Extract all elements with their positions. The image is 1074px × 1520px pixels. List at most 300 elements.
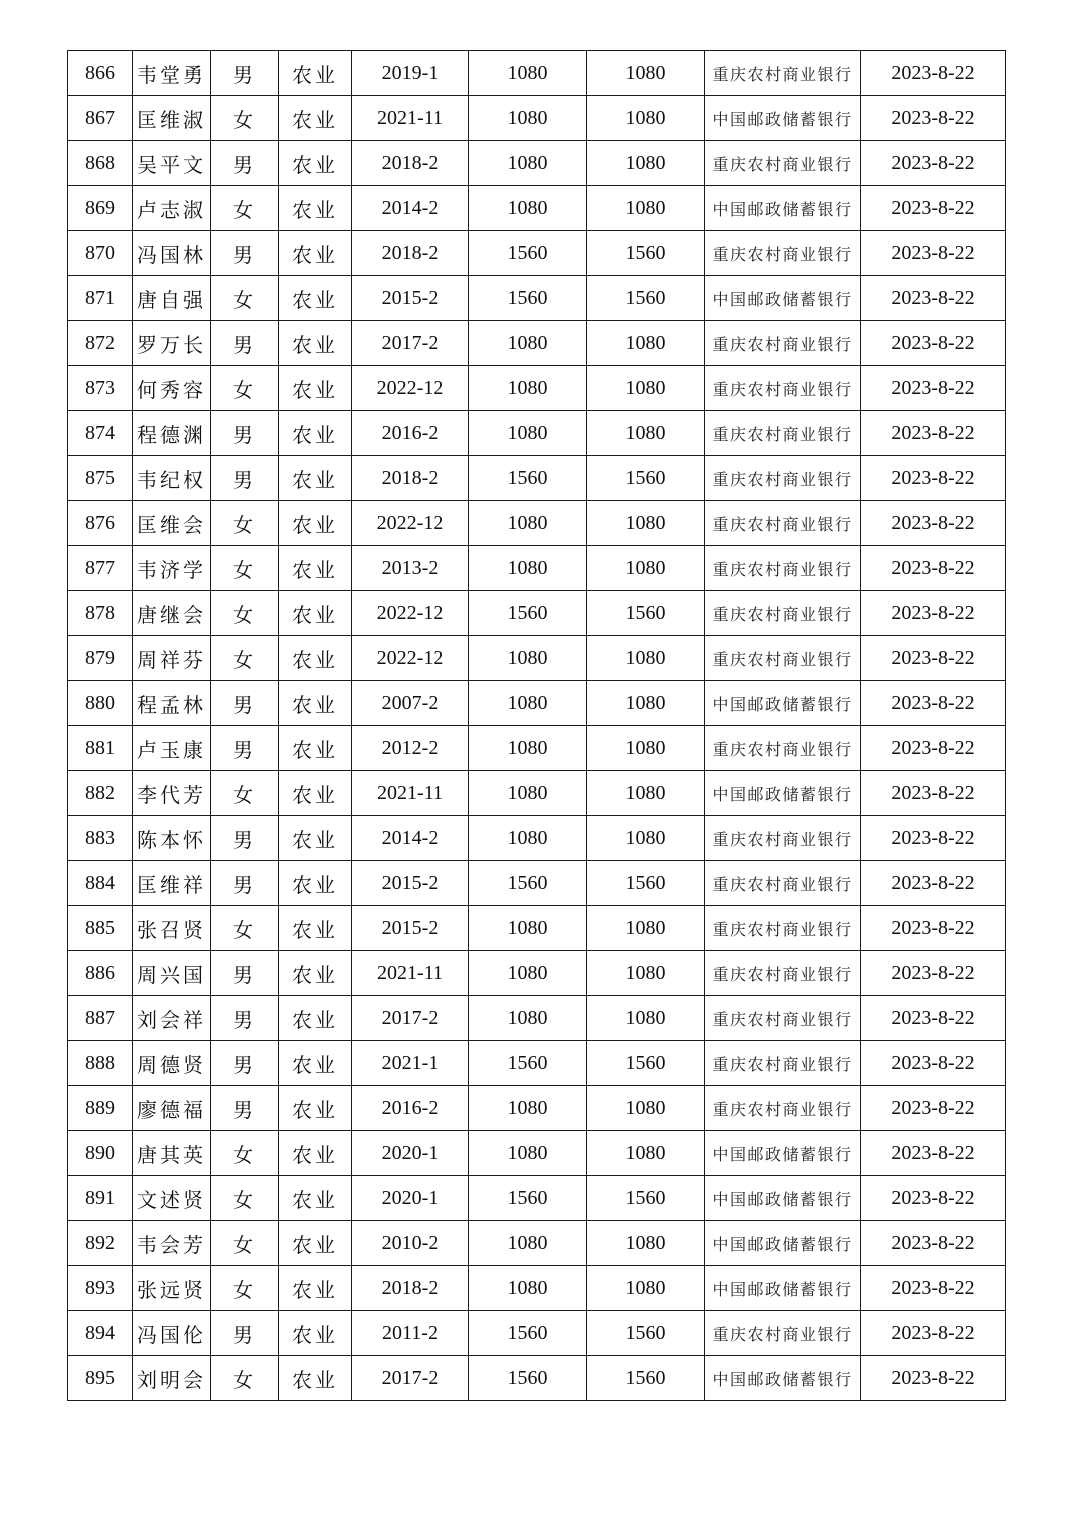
row-number-cell: 890	[68, 1131, 133, 1176]
table-row	[68, 411, 1006, 456]
gender-cell: 女	[211, 771, 279, 816]
payment-date-cell: 2023-8-22	[861, 1131, 1006, 1176]
payment-date-cell: 2023-8-22	[861, 501, 1006, 546]
bank-cell: 重庆农村商业银行	[705, 996, 861, 1041]
paid-amount-cell: 1080	[587, 1086, 705, 1131]
payment-date-cell: 2023-8-22	[861, 906, 1006, 951]
paid-amount-cell: 1080	[587, 996, 705, 1041]
payment-date-cell: 2023-8-22	[861, 1356, 1006, 1401]
name-cell: 冯国林	[133, 231, 211, 276]
name-cell: 刘会祥	[133, 996, 211, 1041]
gender-cell: 女	[211, 501, 279, 546]
row-number-cell: 884	[68, 861, 133, 906]
table-row	[68, 1311, 1006, 1356]
start-date-cell: 2007-2	[352, 681, 469, 726]
standard-amount-cell: 1080	[469, 996, 587, 1041]
sector-cell: 农业	[279, 996, 352, 1041]
gender-cell: 女	[211, 1266, 279, 1311]
name-cell: 张召贤	[133, 906, 211, 951]
gender-cell: 男	[211, 726, 279, 771]
start-date-cell: 2010-2	[352, 1221, 469, 1266]
payment-date-cell: 2023-8-22	[861, 996, 1006, 1041]
gender-cell: 女	[211, 1221, 279, 1266]
sector-cell: 农业	[279, 681, 352, 726]
row-number-cell: 888	[68, 1041, 133, 1086]
standard-amount-cell: 1080	[469, 1266, 587, 1311]
row-number-cell: 881	[68, 726, 133, 771]
bank-cell: 重庆农村商业银行	[705, 411, 861, 456]
row-number-cell: 887	[68, 996, 133, 1041]
name-cell: 冯国伦	[133, 1311, 211, 1356]
bank-cell: 重庆农村商业银行	[705, 1311, 861, 1356]
table-row	[68, 1221, 1006, 1266]
paid-amount-cell: 1560	[587, 456, 705, 501]
start-date-cell: 2015-2	[352, 906, 469, 951]
row-number-cell: 875	[68, 456, 133, 501]
gender-cell: 男	[211, 1041, 279, 1086]
bank-cell: 中国邮政储蓄银行	[705, 96, 861, 141]
standard-amount-cell: 1080	[469, 546, 587, 591]
standard-amount-cell: 1080	[469, 771, 587, 816]
table-row	[68, 771, 1006, 816]
sector-cell: 农业	[279, 276, 352, 321]
payment-date-cell: 2023-8-22	[861, 546, 1006, 591]
sector-cell: 农业	[279, 501, 352, 546]
standard-amount-cell: 1560	[469, 276, 587, 321]
row-number-cell: 866	[68, 51, 133, 96]
table-row	[68, 1356, 1006, 1401]
row-number-cell: 892	[68, 1221, 133, 1266]
name-cell: 周兴国	[133, 951, 211, 996]
row-number-cell: 877	[68, 546, 133, 591]
name-cell: 陈本怀	[133, 816, 211, 861]
payment-date-cell: 2023-8-22	[861, 771, 1006, 816]
name-cell: 唐继会	[133, 591, 211, 636]
name-cell: 韦堂勇	[133, 51, 211, 96]
name-cell: 周德贤	[133, 1041, 211, 1086]
name-cell: 文述贤	[133, 1176, 211, 1221]
name-cell: 刘明会	[133, 1356, 211, 1401]
standard-amount-cell: 1080	[469, 636, 587, 681]
bank-cell: 重庆农村商业银行	[705, 321, 861, 366]
gender-cell: 男	[211, 231, 279, 276]
name-cell: 廖德福	[133, 1086, 211, 1131]
payment-date-cell: 2023-8-22	[861, 456, 1006, 501]
paid-amount-cell: 1560	[587, 1311, 705, 1356]
table-row	[68, 726, 1006, 771]
standard-amount-cell: 1080	[469, 186, 587, 231]
row-number-cell: 873	[68, 366, 133, 411]
payment-date-cell: 2023-8-22	[861, 186, 1006, 231]
payment-date-cell: 2023-8-22	[861, 1311, 1006, 1356]
paid-amount-cell: 1080	[587, 141, 705, 186]
standard-amount-cell: 1080	[469, 816, 587, 861]
start-date-cell: 2019-1	[352, 51, 469, 96]
payment-date-cell: 2023-8-22	[861, 1221, 1006, 1266]
start-date-cell: 2015-2	[352, 861, 469, 906]
table-row	[68, 1086, 1006, 1131]
sector-cell: 农业	[279, 591, 352, 636]
gender-cell: 女	[211, 186, 279, 231]
row-number-cell: 886	[68, 951, 133, 996]
standard-amount-cell: 1080	[469, 501, 587, 546]
paid-amount-cell: 1560	[587, 591, 705, 636]
payment-date-cell: 2023-8-22	[861, 951, 1006, 996]
record-table	[67, 50, 1006, 1401]
name-cell: 吴平文	[133, 141, 211, 186]
table-row	[68, 366, 1006, 411]
name-cell: 程孟林	[133, 681, 211, 726]
paid-amount-cell: 1080	[587, 96, 705, 141]
row-number-cell: 883	[68, 816, 133, 861]
start-date-cell: 2016-2	[352, 411, 469, 456]
gender-cell: 女	[211, 546, 279, 591]
row-number-cell: 895	[68, 1356, 133, 1401]
standard-amount-cell: 1080	[469, 96, 587, 141]
gender-cell: 男	[211, 996, 279, 1041]
paid-amount-cell: 1560	[587, 861, 705, 906]
payment-date-cell: 2023-8-22	[861, 51, 1006, 96]
paid-amount-cell: 1080	[587, 546, 705, 591]
standard-amount-cell: 1080	[469, 1131, 587, 1176]
row-number-cell: 882	[68, 771, 133, 816]
gender-cell: 女	[211, 1356, 279, 1401]
standard-amount-cell: 1560	[469, 1176, 587, 1221]
table-row	[68, 681, 1006, 726]
bank-cell: 重庆农村商业银行	[705, 591, 861, 636]
row-number-cell: 891	[68, 1176, 133, 1221]
name-cell: 周祥芬	[133, 636, 211, 681]
gender-cell: 男	[211, 681, 279, 726]
start-date-cell: 2014-2	[352, 186, 469, 231]
bank-cell: 重庆农村商业银行	[705, 366, 861, 411]
table-row	[68, 1131, 1006, 1176]
name-cell: 卢玉康	[133, 726, 211, 771]
name-cell: 罗万长	[133, 321, 211, 366]
name-cell: 张远贤	[133, 1266, 211, 1311]
gender-cell: 男	[211, 321, 279, 366]
start-date-cell: 2022-12	[352, 591, 469, 636]
bank-cell: 中国邮政储蓄银行	[705, 1131, 861, 1176]
paid-amount-cell: 1560	[587, 1041, 705, 1086]
row-number-cell: 870	[68, 231, 133, 276]
name-cell: 匡维祥	[133, 861, 211, 906]
standard-amount-cell: 1080	[469, 141, 587, 186]
bank-cell: 中国邮政储蓄银行	[705, 681, 861, 726]
sector-cell: 农业	[279, 1266, 352, 1311]
record-table-body	[68, 51, 1006, 1401]
start-date-cell: 2022-12	[352, 636, 469, 681]
name-cell: 唐其英	[133, 1131, 211, 1176]
paid-amount-cell: 1080	[587, 501, 705, 546]
gender-cell: 女	[211, 591, 279, 636]
name-cell: 程德渊	[133, 411, 211, 456]
payment-date-cell: 2023-8-22	[861, 321, 1006, 366]
name-cell: 韦会芳	[133, 1221, 211, 1266]
sector-cell: 农业	[279, 366, 352, 411]
payment-date-cell: 2023-8-22	[861, 366, 1006, 411]
sector-cell: 农业	[279, 816, 352, 861]
bank-cell: 中国邮政储蓄银行	[705, 771, 861, 816]
paid-amount-cell: 1560	[587, 1176, 705, 1221]
bank-cell: 重庆农村商业银行	[705, 906, 861, 951]
table-row	[68, 501, 1006, 546]
sector-cell: 农业	[279, 1221, 352, 1266]
paid-amount-cell: 1080	[587, 321, 705, 366]
payment-date-cell: 2023-8-22	[861, 96, 1006, 141]
start-date-cell: 2014-2	[352, 816, 469, 861]
paid-amount-cell: 1560	[587, 1356, 705, 1401]
start-date-cell: 2017-2	[352, 996, 469, 1041]
bank-cell: 中国邮政储蓄银行	[705, 1221, 861, 1266]
paid-amount-cell: 1080	[587, 771, 705, 816]
table-row	[68, 1176, 1006, 1221]
gender-cell: 男	[211, 141, 279, 186]
standard-amount-cell: 1560	[469, 456, 587, 501]
sector-cell: 农业	[279, 906, 352, 951]
gender-cell: 女	[211, 1131, 279, 1176]
bank-cell: 重庆农村商业银行	[705, 636, 861, 681]
table-row	[68, 861, 1006, 906]
payment-date-cell: 2023-8-22	[861, 636, 1006, 681]
table-row	[68, 996, 1006, 1041]
name-cell: 韦济学	[133, 546, 211, 591]
start-date-cell: 2018-2	[352, 456, 469, 501]
paid-amount-cell: 1080	[587, 906, 705, 951]
row-number-cell: 880	[68, 681, 133, 726]
payment-date-cell: 2023-8-22	[861, 1041, 1006, 1086]
row-number-cell: 878	[68, 591, 133, 636]
gender-cell: 男	[211, 861, 279, 906]
paid-amount-cell: 1080	[587, 186, 705, 231]
sector-cell: 农业	[279, 771, 352, 816]
bank-cell: 重庆农村商业银行	[705, 456, 861, 501]
payment-date-cell: 2023-8-22	[861, 1086, 1006, 1131]
name-cell: 匡维会	[133, 501, 211, 546]
gender-cell: 女	[211, 1176, 279, 1221]
standard-amount-cell: 1080	[469, 1086, 587, 1131]
sector-cell: 农业	[279, 51, 352, 96]
payment-date-cell: 2023-8-22	[861, 1176, 1006, 1221]
sector-cell: 农业	[279, 1086, 352, 1131]
start-date-cell: 2018-2	[352, 1266, 469, 1311]
paid-amount-cell: 1080	[587, 951, 705, 996]
payment-date-cell: 2023-8-22	[861, 411, 1006, 456]
gender-cell: 女	[211, 276, 279, 321]
start-date-cell: 2012-2	[352, 726, 469, 771]
row-number-cell: 868	[68, 141, 133, 186]
table-row	[68, 276, 1006, 321]
table-row	[68, 96, 1006, 141]
sector-cell: 农业	[279, 1131, 352, 1176]
start-date-cell: 2022-12	[352, 366, 469, 411]
start-date-cell: 2021-11	[352, 96, 469, 141]
start-date-cell: 2017-2	[352, 321, 469, 366]
gender-cell: 女	[211, 96, 279, 141]
bank-cell: 重庆农村商业银行	[705, 1086, 861, 1131]
gender-cell: 女	[211, 906, 279, 951]
start-date-cell: 2011-2	[352, 1311, 469, 1356]
row-number-cell: 872	[68, 321, 133, 366]
standard-amount-cell: 1080	[469, 906, 587, 951]
row-number-cell: 867	[68, 96, 133, 141]
standard-amount-cell: 1560	[469, 1356, 587, 1401]
standard-amount-cell: 1560	[469, 591, 587, 636]
payment-date-cell: 2023-8-22	[861, 591, 1006, 636]
table-row	[68, 906, 1006, 951]
bank-cell: 重庆农村商业银行	[705, 861, 861, 906]
sector-cell: 农业	[279, 231, 352, 276]
payment-date-cell: 2023-8-22	[861, 816, 1006, 861]
gender-cell: 男	[211, 816, 279, 861]
start-date-cell: 2017-2	[352, 1356, 469, 1401]
payment-date-cell: 2023-8-22	[861, 231, 1006, 276]
payment-date-cell: 2023-8-22	[861, 681, 1006, 726]
gender-cell: 男	[211, 51, 279, 96]
standard-amount-cell: 1560	[469, 1311, 587, 1356]
paid-amount-cell: 1080	[587, 366, 705, 411]
payment-date-cell: 2023-8-22	[861, 1266, 1006, 1311]
bank-cell: 中国邮政储蓄银行	[705, 186, 861, 231]
table-row	[68, 51, 1006, 96]
sector-cell: 农业	[279, 861, 352, 906]
paid-amount-cell: 1080	[587, 681, 705, 726]
name-cell: 卢志淑	[133, 186, 211, 231]
bank-cell: 中国邮政储蓄银行	[705, 1266, 861, 1311]
start-date-cell: 2016-2	[352, 1086, 469, 1131]
paid-amount-cell: 1080	[587, 726, 705, 771]
bank-cell: 重庆农村商业银行	[705, 501, 861, 546]
row-number-cell: 869	[68, 186, 133, 231]
table-row	[68, 141, 1006, 186]
name-cell: 唐自强	[133, 276, 211, 321]
name-cell: 李代芳	[133, 771, 211, 816]
sector-cell: 农业	[279, 726, 352, 771]
bank-cell: 重庆农村商业银行	[705, 231, 861, 276]
table-row	[68, 591, 1006, 636]
paid-amount-cell: 1560	[587, 276, 705, 321]
gender-cell: 男	[211, 411, 279, 456]
standard-amount-cell: 1080	[469, 726, 587, 771]
sector-cell: 农业	[279, 951, 352, 996]
sector-cell: 农业	[279, 546, 352, 591]
standard-amount-cell: 1080	[469, 366, 587, 411]
paid-amount-cell: 1080	[587, 1266, 705, 1311]
row-number-cell: 871	[68, 276, 133, 321]
table-row	[68, 321, 1006, 366]
paid-amount-cell: 1080	[587, 411, 705, 456]
table-row	[68, 816, 1006, 861]
paid-amount-cell: 1080	[587, 816, 705, 861]
start-date-cell: 2018-2	[352, 231, 469, 276]
start-date-cell: 2021-1	[352, 1041, 469, 1086]
bank-cell: 中国邮政储蓄银行	[705, 1176, 861, 1221]
row-number-cell: 879	[68, 636, 133, 681]
start-date-cell: 2021-11	[352, 951, 469, 996]
row-number-cell: 885	[68, 906, 133, 951]
standard-amount-cell: 1560	[469, 861, 587, 906]
gender-cell: 女	[211, 366, 279, 411]
start-date-cell: 2018-2	[352, 141, 469, 186]
sector-cell: 农业	[279, 456, 352, 501]
row-number-cell: 894	[68, 1311, 133, 1356]
bank-cell: 重庆农村商业银行	[705, 816, 861, 861]
table-row	[68, 231, 1006, 276]
sector-cell: 农业	[279, 141, 352, 186]
table-row	[68, 1041, 1006, 1086]
payment-date-cell: 2023-8-22	[861, 141, 1006, 186]
payment-date-cell: 2023-8-22	[861, 276, 1006, 321]
standard-amount-cell: 1080	[469, 321, 587, 366]
table-row	[68, 186, 1006, 231]
gender-cell: 男	[211, 1311, 279, 1356]
gender-cell: 男	[211, 456, 279, 501]
standard-amount-cell: 1080	[469, 51, 587, 96]
gender-cell: 男	[211, 951, 279, 996]
table-row	[68, 951, 1006, 996]
bank-cell: 中国邮政储蓄银行	[705, 276, 861, 321]
paid-amount-cell: 1560	[587, 231, 705, 276]
start-date-cell: 2022-12	[352, 501, 469, 546]
bank-cell: 中国邮政储蓄银行	[705, 1356, 861, 1401]
paid-amount-cell: 1080	[587, 1131, 705, 1176]
start-date-cell: 2013-2	[352, 546, 469, 591]
sector-cell: 农业	[279, 1176, 352, 1221]
standard-amount-cell: 1560	[469, 1041, 587, 1086]
row-number-cell: 874	[68, 411, 133, 456]
row-number-cell: 889	[68, 1086, 133, 1131]
standard-amount-cell: 1080	[469, 681, 587, 726]
sector-cell: 农业	[279, 636, 352, 681]
paid-amount-cell: 1080	[587, 1221, 705, 1266]
gender-cell: 女	[211, 636, 279, 681]
bank-cell: 重庆农村商业银行	[705, 726, 861, 771]
row-number-cell: 876	[68, 501, 133, 546]
name-cell: 何秀容	[133, 366, 211, 411]
sector-cell: 农业	[279, 321, 352, 366]
bank-cell: 重庆农村商业银行	[705, 951, 861, 996]
bank-cell: 重庆农村商业银行	[705, 51, 861, 96]
start-date-cell: 2021-11	[352, 771, 469, 816]
bank-cell: 重庆农村商业银行	[705, 1041, 861, 1086]
bank-cell: 重庆农村商业银行	[705, 546, 861, 591]
name-cell: 匡维淑	[133, 96, 211, 141]
start-date-cell: 2015-2	[352, 276, 469, 321]
start-date-cell: 2020-1	[352, 1176, 469, 1221]
standard-amount-cell: 1080	[469, 411, 587, 456]
table-row	[68, 1266, 1006, 1311]
paid-amount-cell: 1080	[587, 51, 705, 96]
table-row	[68, 546, 1006, 591]
sector-cell: 农业	[279, 1356, 352, 1401]
table-row	[68, 456, 1006, 501]
payment-date-cell: 2023-8-22	[861, 726, 1006, 771]
sector-cell: 农业	[279, 1311, 352, 1356]
row-number-cell: 893	[68, 1266, 133, 1311]
sector-cell: 农业	[279, 1041, 352, 1086]
sector-cell: 农业	[279, 96, 352, 141]
sector-cell: 农业	[279, 411, 352, 456]
gender-cell: 男	[211, 1086, 279, 1131]
payment-date-cell: 2023-8-22	[861, 861, 1006, 906]
standard-amount-cell: 1080	[469, 1221, 587, 1266]
standard-amount-cell: 1560	[469, 231, 587, 276]
standard-amount-cell: 1080	[469, 951, 587, 996]
sector-cell: 农业	[279, 186, 352, 231]
paid-amount-cell: 1080	[587, 636, 705, 681]
start-date-cell: 2020-1	[352, 1131, 469, 1176]
name-cell: 韦纪权	[133, 456, 211, 501]
